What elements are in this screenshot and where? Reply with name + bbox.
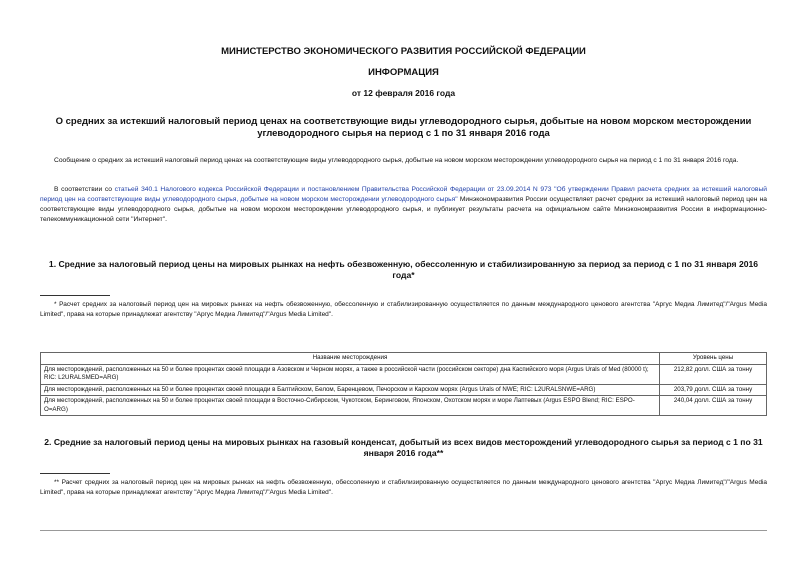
page-bottom-divider	[40, 530, 767, 531]
column-header-price: Уровень цены	[660, 353, 767, 365]
column-header-field: Название месторождения	[41, 353, 660, 365]
ministry-heading: МИНИСТЕРСТВО ЭКОНОМИЧЕСКОГО РАЗВИТИЯ РОССИЙСКОЙ ФЕДЕРАЦИИ	[221, 46, 586, 57]
table-row	[41, 384, 767, 396]
price-table	[40, 352, 767, 416]
intro-p2-suffix: Минэкономразвития России осуществляет расчет средних за истекший налоговый период цен на соответствующие виды углеводородного сырья, добытые на новом морском месторождении углеводородного сырья, и публикует результаты расчета на официальном сайте Минэкономразвития России в информационно-телекоммуникационной сети "Интернет".	[40, 196, 768, 223]
footnote-2: ** Расчет средних за налоговый период цен на мировых рынках на нефть обезвоженную, обессоленную и стабилизированную осуществляется по данным международного ценового агентства "Аргус Медиа Лимитед"/"Argus Media Limited", права на которые принадлежат агентству "Аргус Медиа Лимитед"/"Argus Media Limited".	[40, 479, 767, 496]
table-header-row	[41, 353, 767, 365]
price-cell: 212,82 долл. США за тонну	[660, 364, 767, 384]
document-type: ИНФОРМАЦИЯ	[368, 67, 439, 78]
field-name-cell: Для месторождений, расположенных на 50 и более процентах своей площади в Балтийском, Белом, Баренцевом, Печорском и Карском морях (Argus Urals of NWE; RIC: L2URALSNWE=ARG)	[41, 384, 660, 396]
table-row	[41, 364, 767, 384]
intro-paragraph-2	[40, 185, 767, 225]
intro-paragraph-1: Сообщение о средних за истекший налоговый период ценах на соответствующие виды углеводородного сырья, добытые на новом морском месторождении углеводородного сырья на период с 1 по 31 января 2016 года.	[54, 157, 739, 164]
document-title: О средних за истекший налоговый период ценах на соответствующие виды углеводородного сырья, добытые на новом морском месторождении углеводородного сырья на период с 1 по 31 января 2016 года	[55, 116, 752, 139]
table-row	[41, 396, 767, 416]
price-cell: 203,79 долл. США за тонну	[660, 384, 767, 396]
field-name-cell: Для месторождений, расположенных на 50 и более процентах своей площади в Восточно-Сибирском, Чукотском, Беринговом, Японском, Охотском морях и море Лаптевых (Argus ESPO Blend; RIC: ESPO-O=ARG)	[41, 396, 660, 416]
footnote-divider-2	[40, 473, 110, 474]
price-cell: 240,04 долл. США за тонну	[660, 396, 767, 416]
intro-p2-prefix: В соответствии со	[54, 186, 115, 193]
legal-reference-link[interactable]: статьей 340.1 Налогового кодекса Российской Федерации и постановлением Правительства Российской Федерации от 23.09.2014 N 973 "Об утверждении Правил расчета средних за истекший налоговый период цен на соответствующие виды углеводородного сырья, добытые на новом морском месторождении углеводородного сырья"	[40, 186, 767, 203]
footnote-divider-1	[40, 295, 110, 296]
footnote-1: * Расчет средних за налоговый период цен на мировых рынках на нефть обезвоженную, обессоленную и стабилизированную осуществляется по данным международного ценового агентства "Аргус Медиа Лимитед"/"Argus Media Limited", права на которые принадлежат агентству "Аргус Медиа Лимитед"/"Argus Media Limited".	[40, 301, 767, 318]
section-2-title: 2. Средние за налоговый период цены на мировых рынках на газовый конденсат, добытый из всех видов месторождений углеводородного сырья за период с 1 по 31 января 2016 года**	[44, 437, 763, 458]
section-1-title: 1. Средние за налоговый период цены на мировых рынках на нефть обезвоженную, обессоленную и стабилизированную за период за период с 1 по 31 января 2016 года*	[48, 259, 759, 280]
field-name-cell: Для месторождений, расположенных на 50 и более процентах своей площади в Азовском и Черном морях, а также в российской части (российском секторе) дна Каспийского моря (Argus Urals of Med (80000 t); RIC: L2URALSMED=ARG)	[41, 364, 660, 384]
document-date: от 12 февраля 2016 года	[351, 88, 456, 98]
